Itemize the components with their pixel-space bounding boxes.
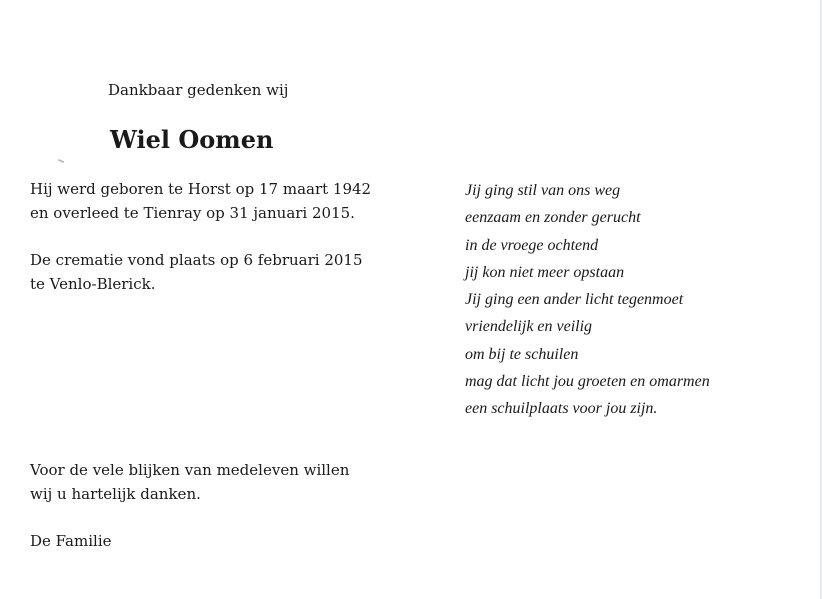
cremation-location-line: te Venlo-Blerick. <box>30 275 156 293</box>
thanks-line: wij u hartelijk danken. <box>30 485 201 503</box>
poem-line: jij kon niet meer opstaan <box>465 263 625 281</box>
cremation-line: De crematie vond plaats op 6 februari 2015 <box>30 251 363 269</box>
birth-line: Hij werd geboren te Horst op 17 maart 1942 <box>30 180 372 198</box>
poem <box>465 177 710 423</box>
poem-line: een schuilplaats voor jou zijn. <box>465 400 658 418</box>
poem-line: eenzaam en zonder gerucht <box>465 209 641 227</box>
thanks-line: Voor de vele blijken van medeleven willen <box>30 461 350 479</box>
paper-speck <box>58 159 64 163</box>
poem-line: om bij te schuilen <box>465 345 579 363</box>
poem-line: Jij ging een ander licht tegenmoet <box>465 291 684 309</box>
death-line: en overleed te Tienray op 31 januari 2015. <box>30 204 355 222</box>
deceased-name: Wiel Oomen <box>110 125 274 154</box>
poem-line: vriendelijk en veilig <box>465 318 593 336</box>
cremation-paragraph <box>30 248 363 296</box>
poem-line: in de vroege ochtend <box>465 236 599 254</box>
signature: De Familie <box>30 532 112 550</box>
intro-text: Dankbaar gedenken wij <box>108 81 289 99</box>
birth-death-paragraph <box>30 177 371 225</box>
poem-line: Jij ging stil van ons weg <box>465 182 621 199</box>
thanks-paragraph <box>30 458 349 506</box>
poem-line: mag dat licht jou groeten en omarmen <box>465 373 710 391</box>
